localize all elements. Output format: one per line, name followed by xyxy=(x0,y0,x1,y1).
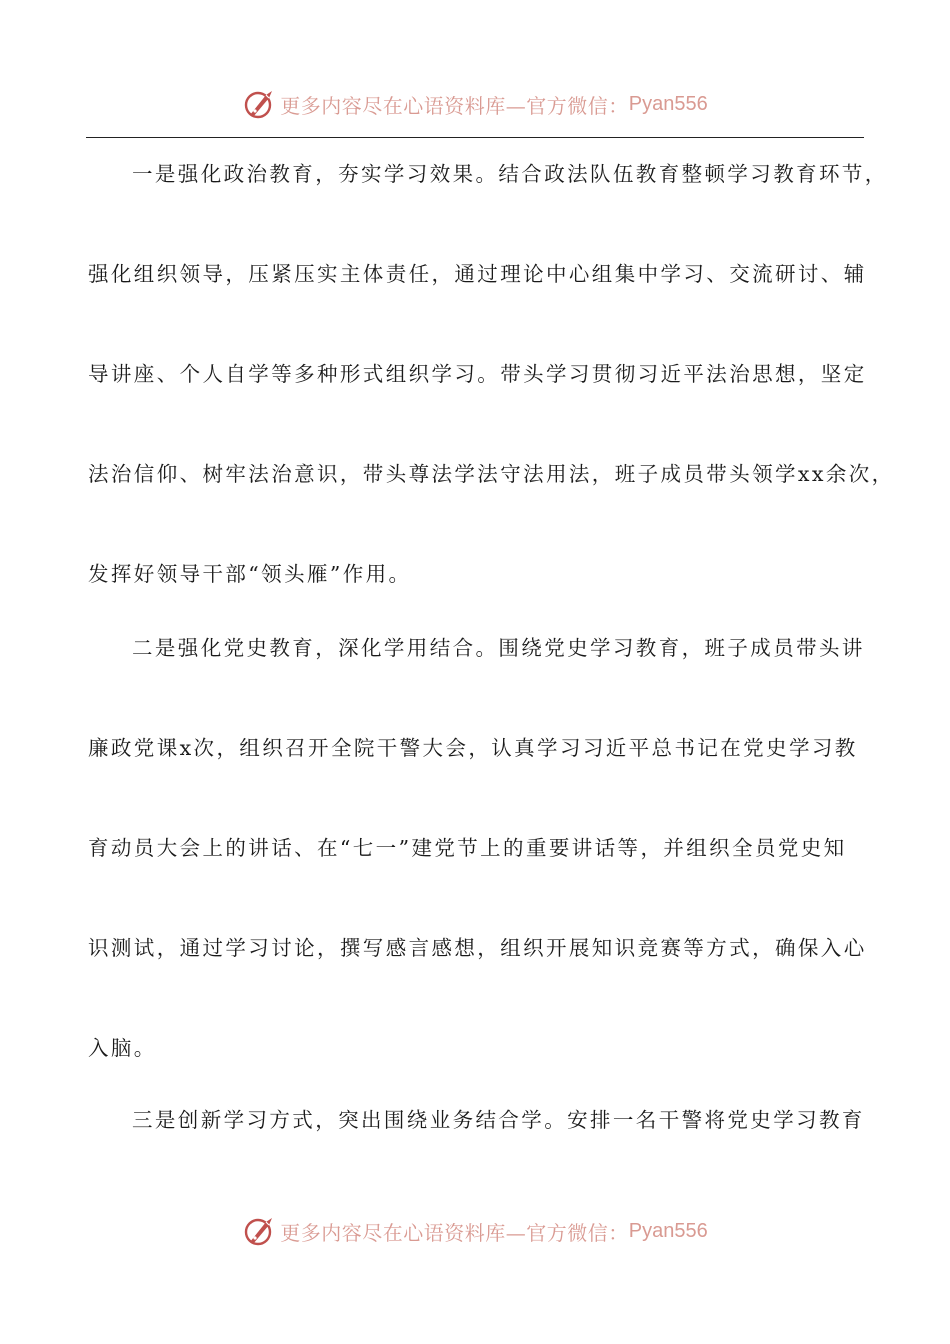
pen-nib-circle-icon xyxy=(242,87,276,121)
header-divider xyxy=(86,137,864,138)
text-line: 三是创新学习方式，突出围绕业务结合学。安排一名干警将党史学习教育 xyxy=(132,1108,865,1132)
text-line: 育动员大会上的讲话、在“七一”建党节上的重要讲话等，并组织全员党史知 xyxy=(88,836,847,860)
text-line: 发挥好领导干部“领头雁”作用。 xyxy=(88,562,412,586)
header-banner-text: 更多内容尽在心语资料库—官方微信： xyxy=(280,93,629,118)
footer-wechat-id: Pyan556 xyxy=(628,1219,708,1242)
footer-banner-text: 更多内容尽在心语资料库—官方微信： xyxy=(280,1220,629,1245)
text-line: 二是强化党史教育，深化学用结合。围绕党史学习教育，班子成员带头讲 xyxy=(132,636,865,660)
pen-nib-circle-icon xyxy=(242,1214,276,1248)
footer-banner xyxy=(0,1211,950,1251)
text-line: 入脑。 xyxy=(88,1036,157,1060)
text-line: 识测试，通过学习讨论，撰写感言感想，组织开展知识竞赛等方式，确保入心 xyxy=(88,936,867,960)
header-wechat-id: Pyan556 xyxy=(628,92,708,115)
text-line: 强化组织领导，压紧压实主体责任，通过理论中心组集中学习、交流研讨、辅 xyxy=(88,262,867,286)
text-line: 法治信仰、树牢法治意识，带头尊法学法守法用法，班子成员带头领学xx余次， xyxy=(88,462,895,486)
text-line: 导讲座、个人自学等多种形式组织学习。带头学习贯彻习近平法治思想，坚定 xyxy=(88,362,867,386)
header-banner xyxy=(0,84,950,124)
text-line: 廉政党课x次，组织召开全院干警大会，认真学习习近平总书记在党史学习教 xyxy=(88,736,858,760)
text-line: 一是强化政治教育，夯实学习效果。结合政法队伍教育整顿学习教育环节， xyxy=(132,162,888,186)
